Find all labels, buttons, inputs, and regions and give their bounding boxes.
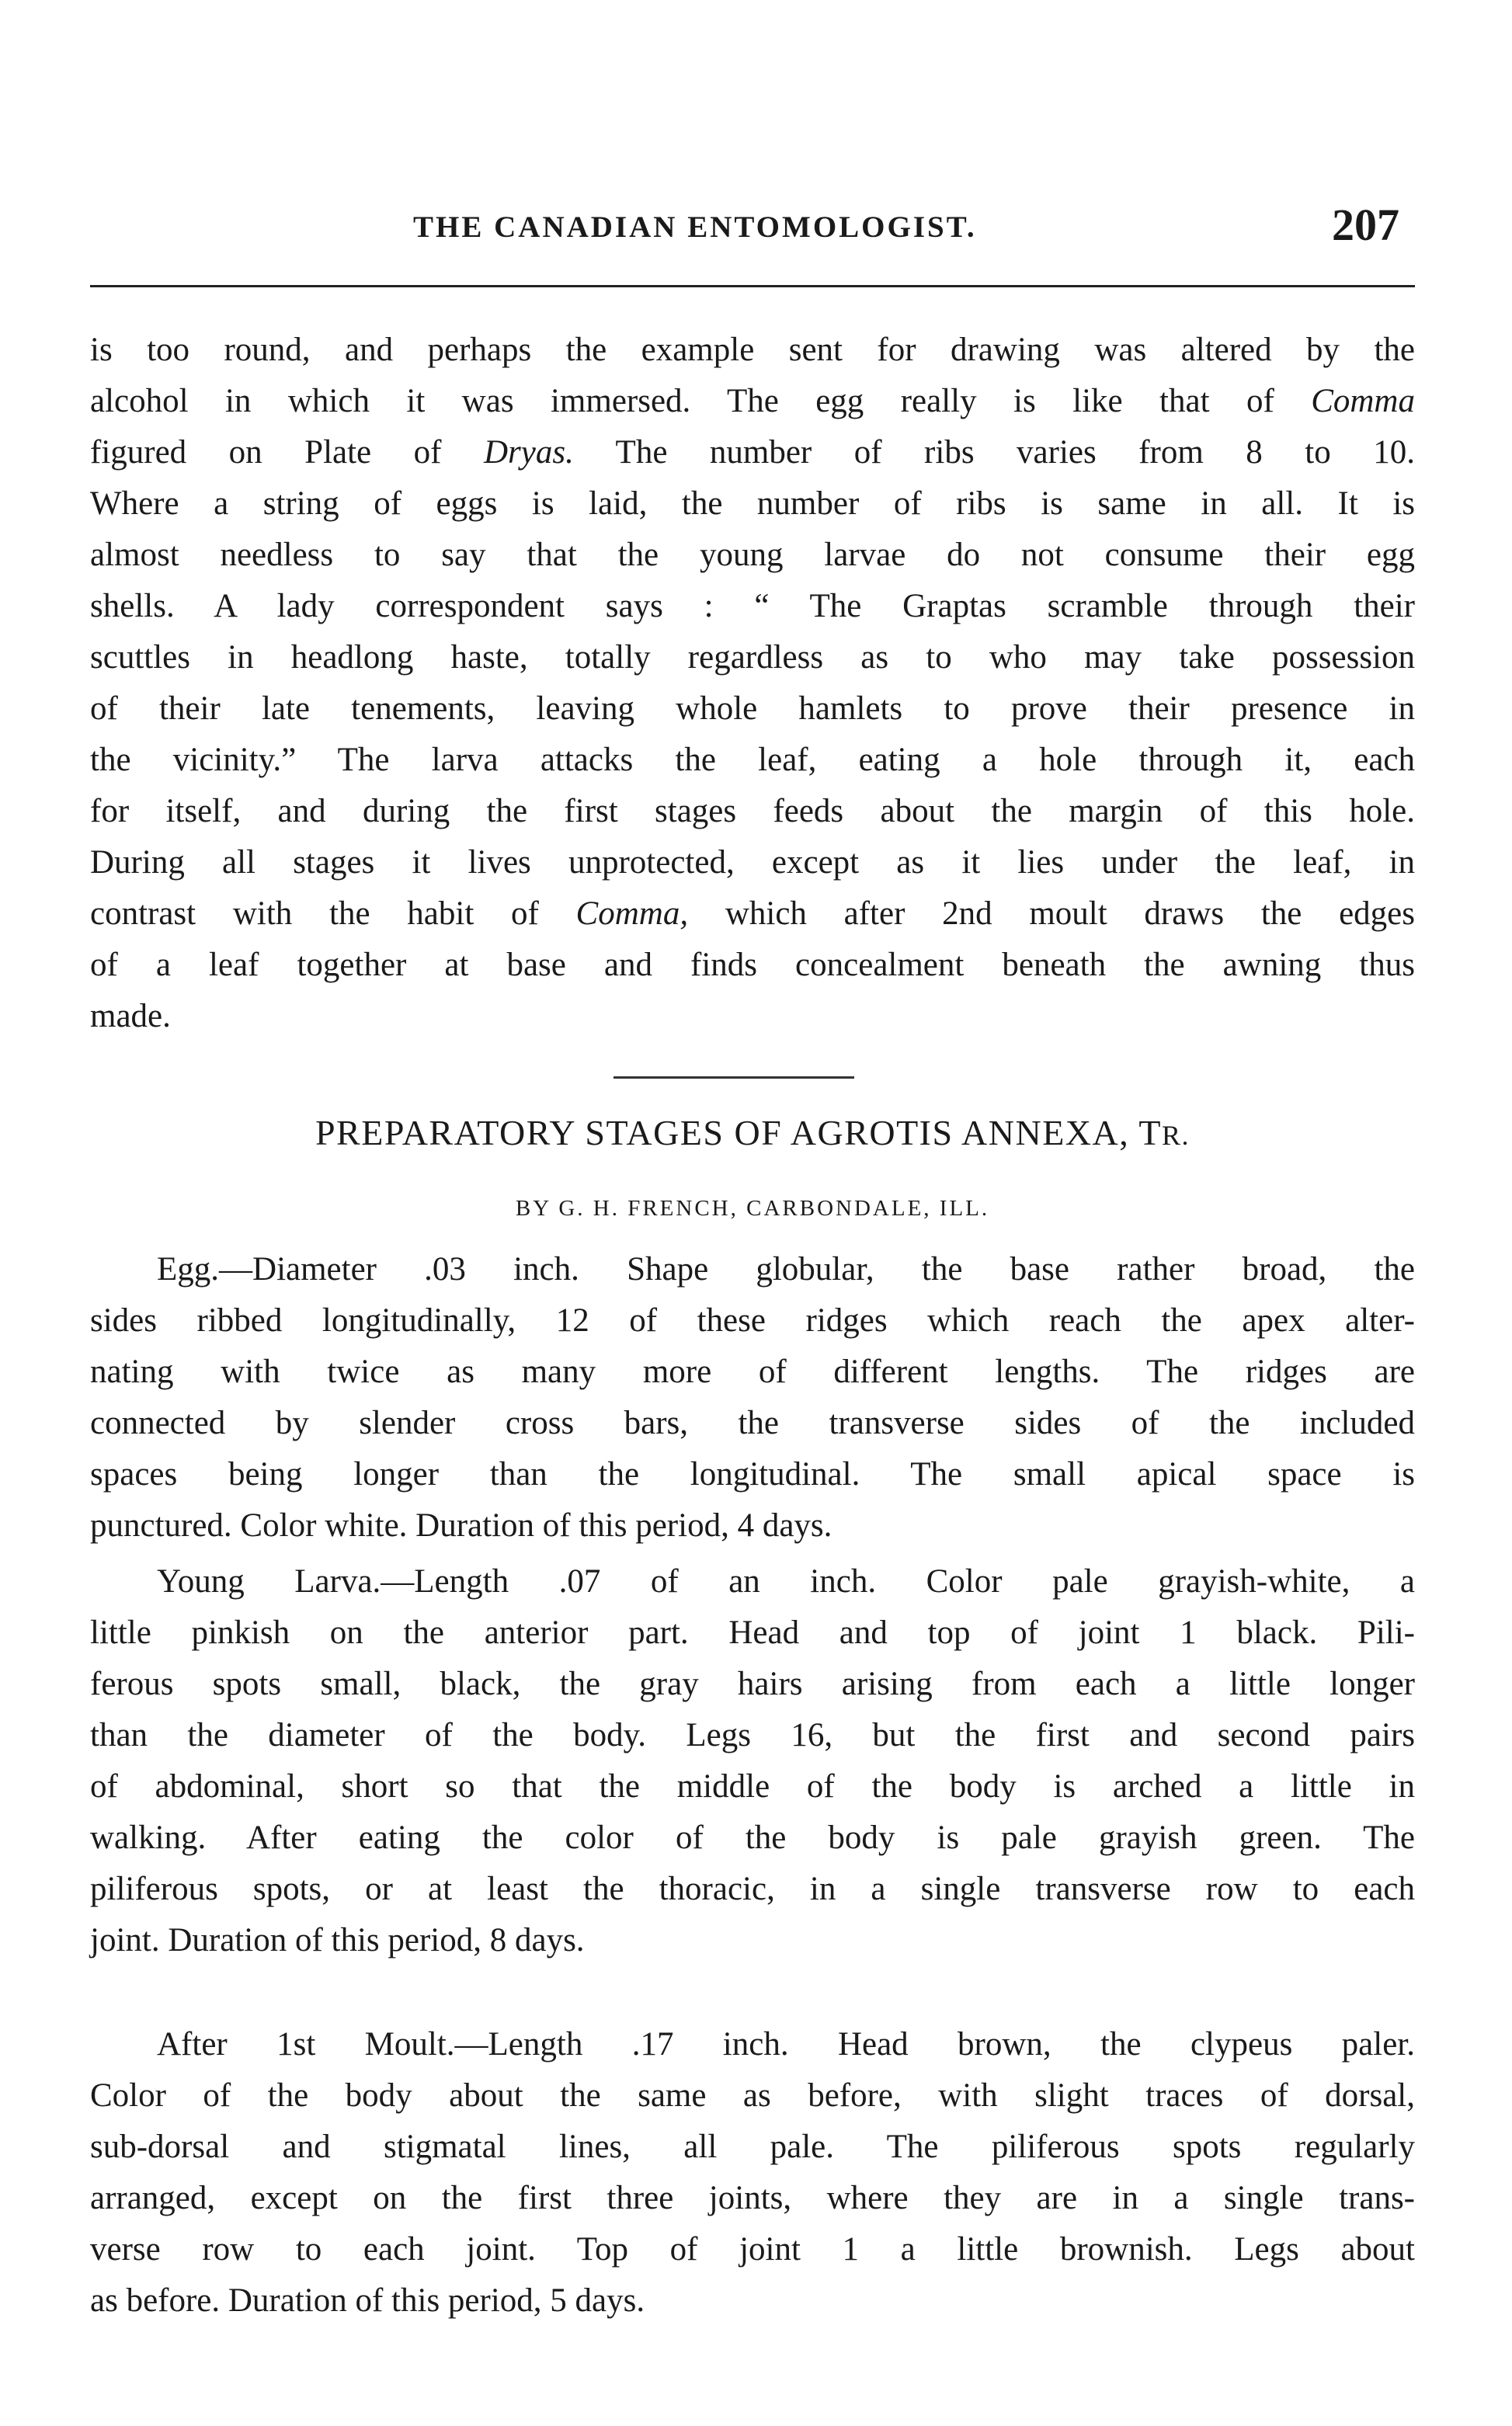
text-line: for itself, and during the first stages feeds about the margin of this hole. xyxy=(90,793,1415,829)
section-divider xyxy=(613,1076,854,1079)
text-line: After 1st Moult.—Length .17 inch. Head brown, the clypeus paler. xyxy=(157,2026,1415,2063)
text-line: than the diameter of the body. Legs 16, but the first and second pairs xyxy=(90,1717,1415,1753)
species-name: Comma, xyxy=(575,895,689,932)
text-line: verse row to each joint. Top of joint 1 a little brownish. Legs about xyxy=(90,2231,1415,2268)
text-line: made. xyxy=(90,998,171,1034)
text-line: the vicinity.” The larva attacks the leaf, eating a hole through it, each xyxy=(90,742,1415,778)
article-byline: BY G. H. FRENCH, CARBONDALE, ILL. xyxy=(515,1196,990,1221)
paragraph-egg xyxy=(90,1244,1415,1552)
text-line: of their late tenements, leaving whole hamlets to prove their presence in xyxy=(90,690,1415,727)
paragraph-continued xyxy=(90,325,1415,1042)
running-title: THE CANADIAN ENTOMOLOGIST. xyxy=(413,210,977,244)
text-line: almost needless to say that the young larvae do not consume their egg xyxy=(90,537,1415,573)
text-line: piliferous spots, or at least the thoracic, in a single transverse row to each xyxy=(90,1871,1415,1907)
text-line: Egg.—Diameter .03 inch. Shape globular, the base rather broad, the xyxy=(157,1251,1415,1288)
text-line: alcohol in which it was immersed. The egg really is like that of Comma xyxy=(90,383,1415,419)
text-line: spaces being longer than the longitudinal. The small apical space is xyxy=(90,1456,1415,1493)
text-line: little pinkish on the anterior part. Head and top of joint 1 black. Pili- xyxy=(90,1614,1415,1651)
text-line: walking. After eating the color of the body is pale grayish green. The xyxy=(90,1820,1415,1856)
article-title: PREPARATORY STAGES OF AGROTIS ANNEXA, TR. xyxy=(315,1113,1190,1152)
text-line: sub-dorsal and stigmatal lines, all pale. The piliferous spots regularly xyxy=(90,2129,1415,2165)
page-number: 207 xyxy=(1332,200,1399,250)
text-line: ferous spots small, black, the gray hairs arising from each a little longer xyxy=(90,1666,1415,1702)
text-line: Where a string of eggs is laid, the number of ribs is same in all. It is xyxy=(90,485,1415,522)
text-line: scuttles in headlong haste, totally regardless as to who may take possession xyxy=(90,639,1415,676)
text-line: of abdominal, short so that the middle of the body is arched a little in xyxy=(90,1768,1415,1805)
text-line: figured on Plate of Dryas. The number of ribs varies from 8 to 10. xyxy=(90,434,1415,471)
text-line: of a leaf together at base and finds concealment beneath the awning thus xyxy=(90,947,1415,983)
text-line: punctured. Color white. Duration of this period, 4 days. xyxy=(90,1507,832,1544)
paragraph-young-larva xyxy=(90,1556,1415,1966)
species-name: Dryas. xyxy=(483,434,574,471)
text-line: shells. A lady correspondent says : “ The Graptas scramble through their xyxy=(90,588,1415,624)
paragraph-first-moult xyxy=(90,2019,1415,2327)
species-name: Comma xyxy=(1311,383,1415,419)
header-rule xyxy=(90,285,1415,287)
text-line: joint. Duration of this period, 8 days. xyxy=(90,1922,585,1959)
text-line: Young Larva.—Length .07 of an inch. Color pale grayish-white, a xyxy=(157,1563,1415,1600)
text-line: sides ribbed longitudinally, 12 of these ridges which reach the apex alter- xyxy=(90,1302,1415,1339)
page-header xyxy=(90,200,1415,258)
text-line: arranged, except on the first three joints, where they are in a single trans- xyxy=(90,2180,1415,2216)
text-line: connected by slender cross bars, the transverse sides of the included xyxy=(90,1405,1415,1441)
text-line: is too round, and perhaps the example sent for drawing was altered by the xyxy=(90,332,1415,368)
text-line: contrast with the habit of Comma, which after 2nd moult draws the edges xyxy=(90,895,1415,932)
text-line: During all stages it lives unprotected, except as it lies under the leaf, in xyxy=(90,844,1415,881)
text-line: Color of the body about the same as before, with slight traces of dorsal, xyxy=(90,2077,1415,2114)
text-line: as before. Duration of this period, 5 days. xyxy=(90,2282,645,2319)
text-line: nating with twice as many more of different lengths. The ridges are xyxy=(90,1354,1415,1390)
